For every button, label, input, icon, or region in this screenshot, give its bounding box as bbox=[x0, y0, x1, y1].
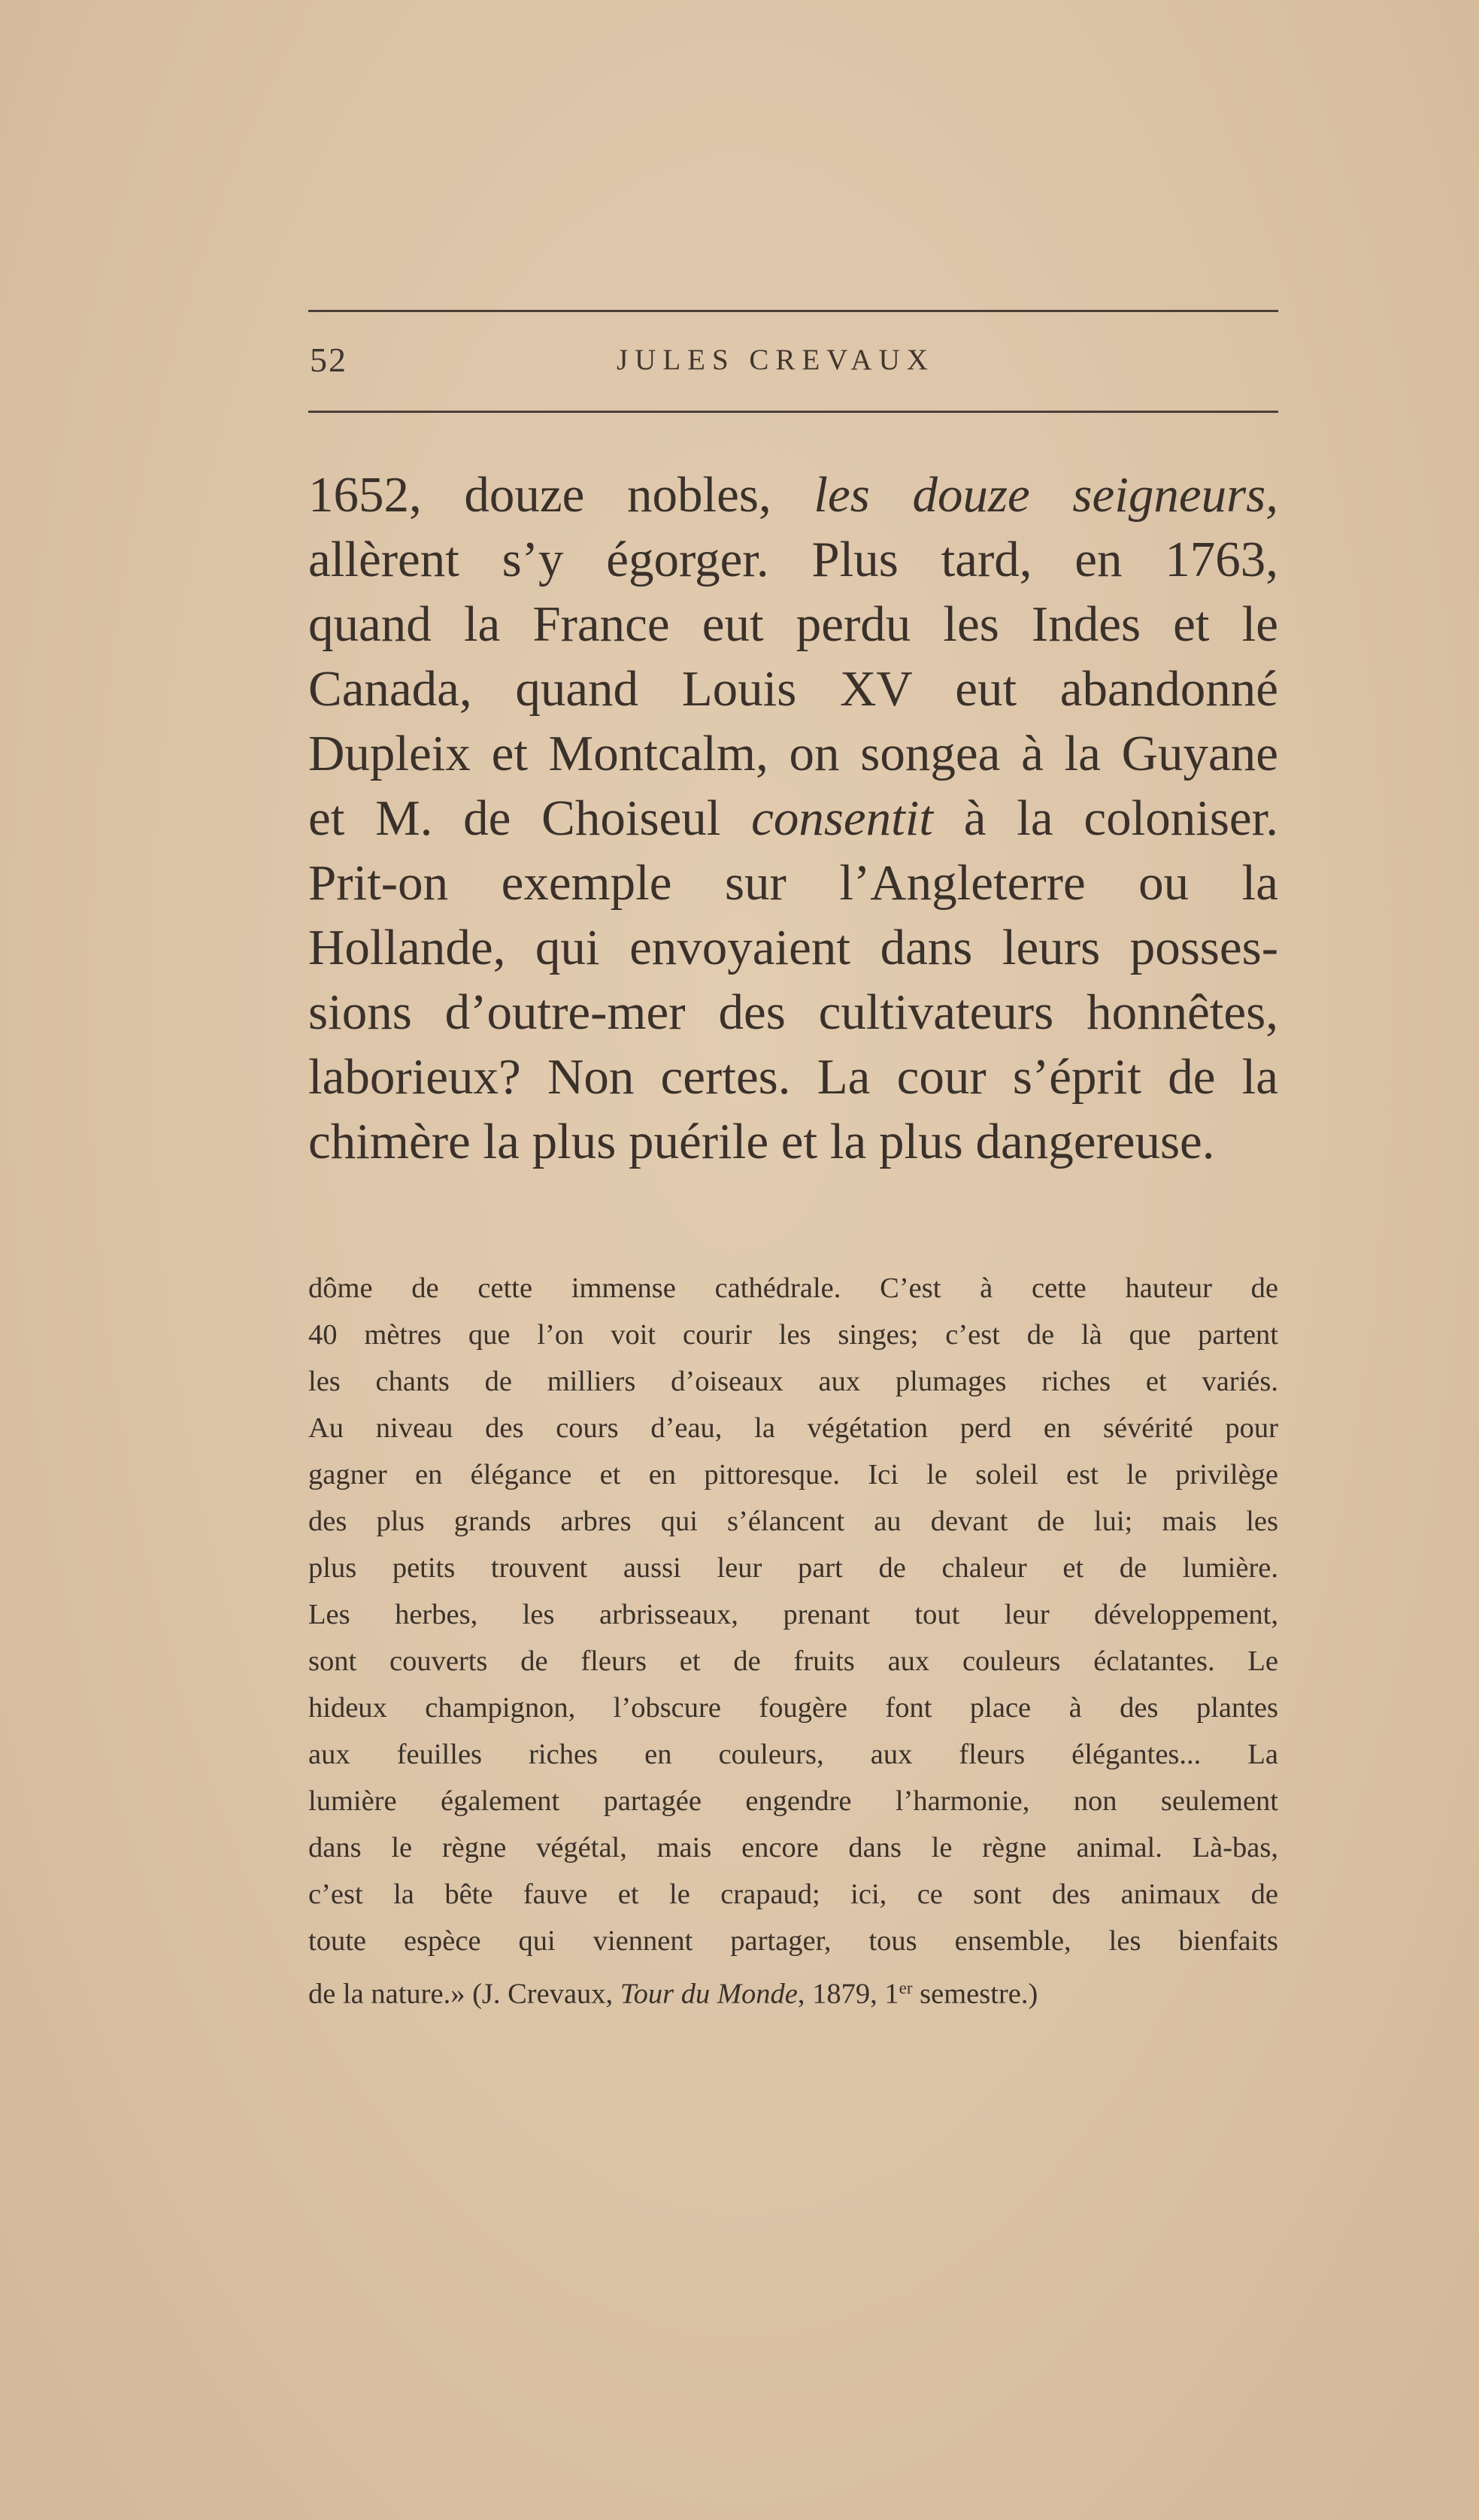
quote-line: les chants de milliers d’oiseaux aux plumages riches et variés. bbox=[308, 1366, 1278, 1397]
running-head: JULES CREVAUX bbox=[617, 344, 935, 376]
quote-line: aux feuilles riches en couleurs, aux fleurs élégantes... La bbox=[308, 1739, 1278, 1770]
quote-line: hideux champignon, l’obscure fougère font place à des plantes bbox=[308, 1692, 1278, 1724]
text-line: Prit-on exemple sur l’Angleterre ou la bbox=[308, 855, 1278, 911]
main-paragraph bbox=[308, 462, 1278, 1174]
header-rule-bottom bbox=[308, 411, 1278, 413]
text-line: chimère la plus puérile et la plus dangereuse. bbox=[308, 1114, 1215, 1169]
quote-line: dans le règne végétal, mais encore dans le règne animal. Là-bas, bbox=[308, 1832, 1278, 1863]
quote-line: des plus grands arbres qui s’élancent au devant de lui; mais les bbox=[308, 1506, 1278, 1537]
quote-line: toute espèce qui viennent partager, tous ensemble, les bienfaits bbox=[308, 1925, 1278, 1957]
quote-line: Au niveau des cours d’eau, la végétation perd en sévérité pour bbox=[308, 1412, 1278, 1444]
quote-line: gagner en élégance et en pittoresque. Ici le soleil est le privilège bbox=[308, 1459, 1278, 1490]
quote-line: 40 mètres que l’on voit courir les singes; c’est de là que partent bbox=[308, 1319, 1278, 1351]
text-line: laborieux? Non certes. La cour s’éprit de la bbox=[308, 1049, 1278, 1105]
quote-line: sont couverts de fleurs et de fruits aux couleurs éclatantes. Le bbox=[308, 1645, 1278, 1677]
text-line: quand la France eut perdu les Indes et le bbox=[308, 596, 1278, 652]
quote-line: c’est la bête fauve et le crapaud; ici, ce sont des animaux de bbox=[308, 1879, 1278, 1910]
text-line: Canada, quand Louis XV eut abandonné bbox=[308, 661, 1278, 717]
quoted-note bbox=[308, 1265, 1278, 2011]
text-line: 1652, douze nobles, les douze seigneurs, bbox=[308, 467, 1278, 523]
text-line: allèrent s’y égorger. Plus tard, en 1763, bbox=[308, 532, 1278, 587]
quote-citation-line: de la nature.» (J. Crevaux, Tour du Monde, 1879, 1er semestre.) bbox=[308, 1978, 1038, 2010]
page-number: 52 bbox=[310, 341, 347, 379]
text-line: Dupleix et Montcalm, on songea à la Guyane bbox=[308, 726, 1278, 781]
header-rule-top bbox=[308, 310, 1278, 312]
quote-line: dôme de cette immense cathédrale. C’est à cette hauteur de bbox=[308, 1272, 1278, 1304]
quote-line: lumière également partagée engendre l’harmonie, non seulement bbox=[308, 1785, 1278, 1817]
text-line: sions d’outre-mer des cultivateurs honnêtes, bbox=[308, 984, 1278, 1040]
text-line: et M. de Choiseul consentit à la coloniser. bbox=[308, 790, 1278, 846]
quote-line: plus petits trouvent aussi leur part de chaleur et de lumière. bbox=[308, 1552, 1278, 1584]
quote-line: Les herbes, les arbrisseaux, prenant tout leur développement, bbox=[308, 1599, 1278, 1630]
text-line: Hollande, qui envoyaient dans leurs posses- bbox=[308, 920, 1278, 975]
citation-title: Tour du Monde bbox=[620, 1978, 798, 2010]
